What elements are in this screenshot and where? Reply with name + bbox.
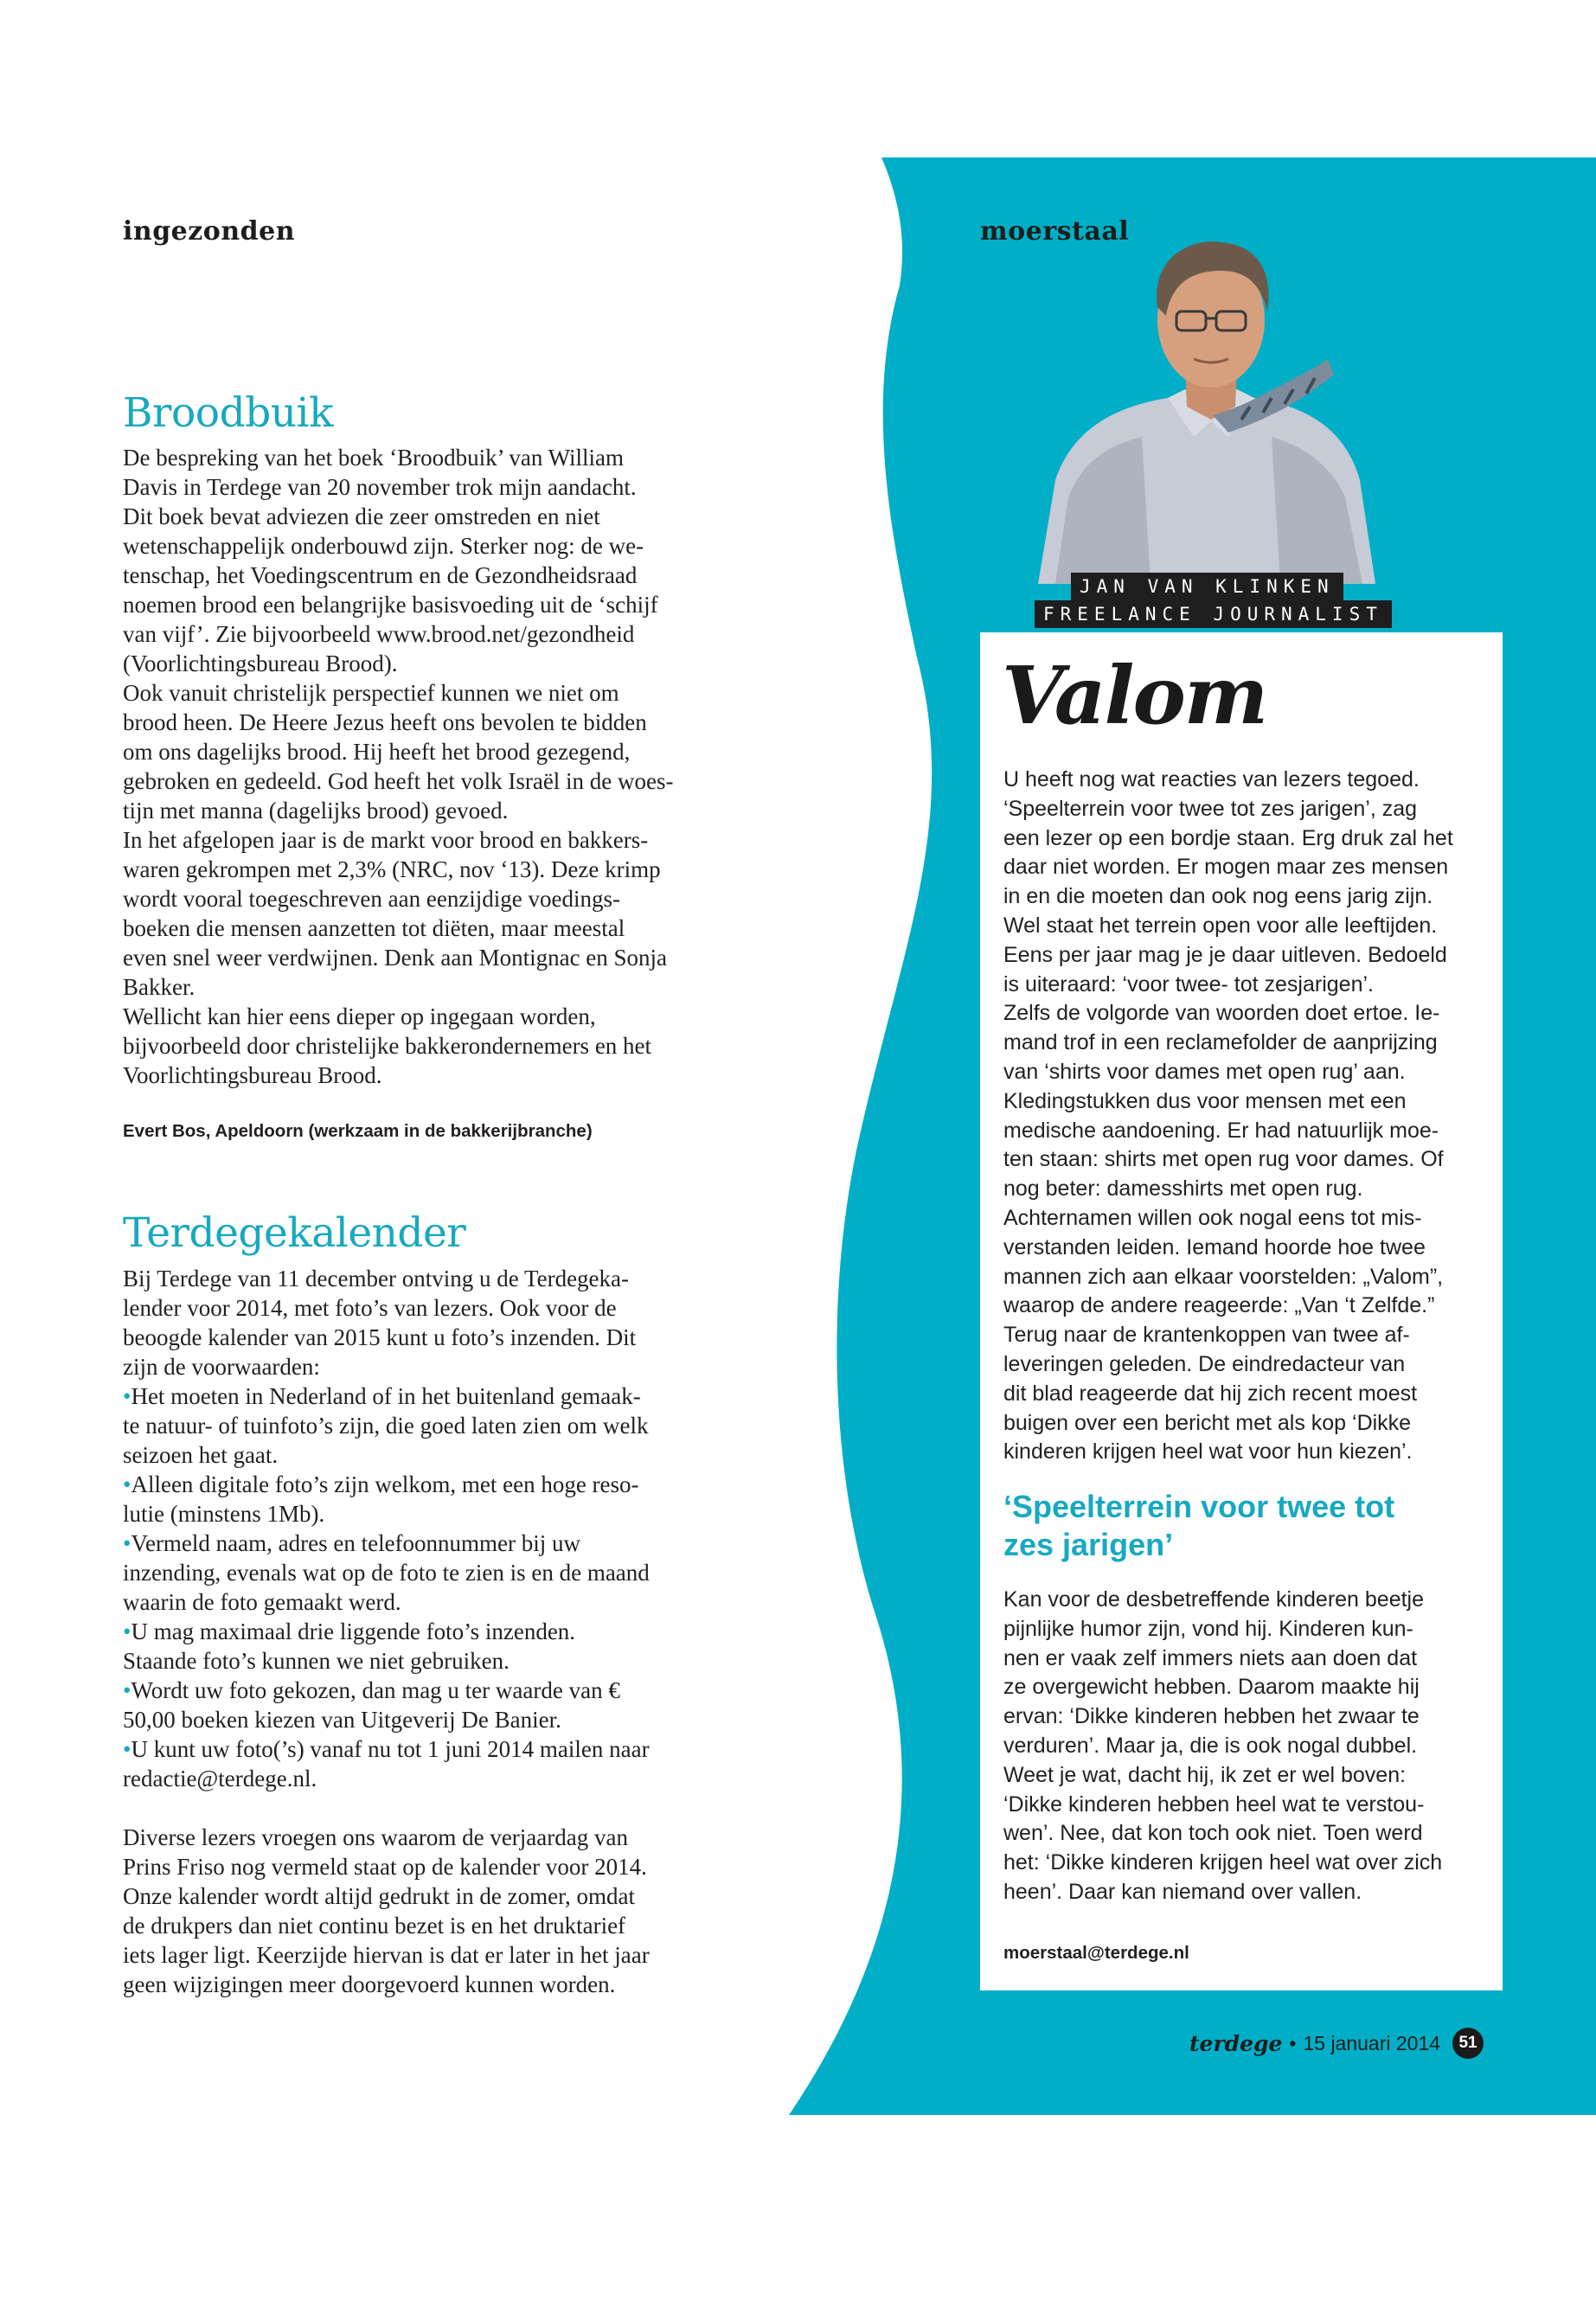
text-line: Kledingstukken dus voor mensen met een xyxy=(1003,1088,1407,1113)
text-line: Bij Terdege van 11 december ontving u de Terdegeka- xyxy=(123,1266,630,1292)
bullet-text: Wordt uw foto gekozen, dan mag u ter waarde van € xyxy=(131,1677,620,1703)
text-line: het: ‘Dikke kinderen krijgen heel wat over zich xyxy=(1003,1850,1443,1875)
text-line: Zelfs de volgorde van woorden doet ertoe. Ie- xyxy=(1003,1001,1440,1026)
text-line: dit blad reageerde dat hij zich recent moest xyxy=(1003,1381,1418,1406)
column-title: Valom xyxy=(1002,649,1267,742)
bullet-text: U mag maximaal drie liggende foto’s inzenden. xyxy=(131,1618,576,1644)
text-line: Staande foto’s kunnen we niet gebruiken. xyxy=(123,1648,510,1674)
text-line: inzending, evenals wat op de foto te zien is en de maand xyxy=(123,1560,650,1586)
text-line: waarop de andere reageerde: „Van ‘t Zelfde.” xyxy=(1003,1293,1435,1318)
text-line: de drukpers dan niet continu bezet is en het druktarief xyxy=(123,1913,626,1939)
text-line: nen er vaak zelf immers niets aan doen dat xyxy=(1003,1645,1418,1670)
text-line: wen’. Nee, dat kon toch ook niet. Toen werd xyxy=(1003,1821,1423,1846)
text-line: pijnlijke humor zijn, vond hij. Kinderen kun- xyxy=(1003,1616,1413,1641)
text-line: tenschap, het Voedingscentrum en de Gezondheidsraad xyxy=(123,562,638,588)
text-line: tijn met manna (dagelijks brood) gevoed. xyxy=(123,798,509,824)
bullet-text: U kunt uw foto(’s) vanaf nu tot 1 juni 2014 mailen naar xyxy=(131,1736,650,1762)
text-line: In het afgelopen jaar is de markt voor brood en bakkers- xyxy=(123,827,649,853)
bullet-line xyxy=(123,1529,694,1558)
text-line: lutie (minstens 1Mb). xyxy=(123,1501,325,1527)
text-line: te natuur- of tuinfoto’s zijn, die goed laten zien om welk xyxy=(123,1413,649,1439)
bullet-text: Het moeten in Nederland of in het buitenland gemaak- xyxy=(131,1383,641,1409)
column-body-part1 xyxy=(1003,766,1488,1467)
bullet-text: Alleen digitale foto’s zijn welkom, met een hoge reso- xyxy=(131,1471,639,1497)
column-body-part2 xyxy=(1003,1586,1488,1907)
text-line: ten staan: shirts met open rug voor dames. Of xyxy=(1003,1147,1444,1172)
text-line: mand trof in een reclamefolder de aanprijzing xyxy=(1003,1030,1438,1055)
text-line: medische aandoening. Er had natuurlijk moe- xyxy=(1003,1118,1439,1143)
text-line: zijn de voorwaarden: xyxy=(123,1354,320,1380)
text-line: waarin de foto gemaakt werd. xyxy=(123,1589,401,1615)
footer-separator: • xyxy=(1289,2031,1297,2054)
text-line: iets lager ligt. Keerzijde hiervan is dat er later in het jaar xyxy=(123,1942,650,1968)
text-line: ‘Dikke kinderen hebben heel wat te verstou- xyxy=(1003,1791,1425,1817)
text-line: in en die moeten dan ook nog eens jarig zijn. xyxy=(1003,884,1433,909)
text-line: redactie@terdege.nl. xyxy=(123,1766,317,1791)
column-email: moerstaal@terdege.nl xyxy=(1003,1943,1189,1963)
section-label-ingezonden: ingezonden xyxy=(123,216,296,247)
bullet-dot-icon: • xyxy=(123,1677,131,1703)
bullet-line xyxy=(123,1734,694,1764)
bullet-dot-icon: • xyxy=(123,1736,131,1762)
text-line: De bespreking van het boek ‘Broodbuik’ van William xyxy=(123,445,625,471)
bullet-dot-icon: • xyxy=(123,1618,131,1644)
text-line: (Voorlichtingsbureau Brood). xyxy=(123,651,398,676)
text-line: leveringen geleden. De eindredacteur van xyxy=(1003,1351,1406,1376)
text-line: is uiteraard: ‘voor twee- tot zesjarigen’. xyxy=(1003,971,1374,997)
text-line: Weet je wat, dacht hij, ik zet er wel boven: xyxy=(1003,1762,1407,1787)
text-line: Achternamen willen ook nogal eens tot mis- xyxy=(1003,1205,1422,1230)
text-line: daar niet worden. Er mogen maar zes mensen xyxy=(1003,855,1449,880)
text-line: 50,00 boeken kiezen van Uitgeverij De Banier. xyxy=(123,1707,561,1733)
text-line: seizoen het gaat. xyxy=(123,1442,279,1468)
text-line: geen wijzigingen meer doorgevoerd kunnen worden. xyxy=(123,1971,616,1997)
bullet-line xyxy=(123,1381,694,1411)
text-line: even snel weer verdwijnen. Denk aan Montignac en Sonja xyxy=(123,945,668,971)
text-line: heen’. Daar kan niemand over vallen. xyxy=(1003,1879,1362,1904)
section-label-moerstaal: moerstaal xyxy=(980,216,1130,247)
bullet-dot-icon: • xyxy=(123,1530,131,1556)
text-line: van ‘shirts voor dames met open rug’ aan. xyxy=(1003,1059,1406,1084)
bullet-dot-icon: • xyxy=(123,1471,131,1497)
text-line: ‘Speelterrein voor twee tot zes jarigen’, zag xyxy=(1003,796,1418,821)
bullet-line xyxy=(123,1676,694,1705)
author-photo xyxy=(1021,221,1393,584)
text-line: boeken die mensen aanzetten tot diëten, maar meestal xyxy=(123,915,625,941)
text-line: ze overgewicht hebben. Daarom maakte hij xyxy=(1003,1675,1420,1700)
text-line: Prins Friso nog vermeld staat op de kalender voor 2014. xyxy=(123,1854,647,1880)
text-line: Wellicht kan hier eens dieper op ingegaan worden, xyxy=(123,1003,596,1029)
text-line: beoogde kalender van 2015 kunt u foto’s inzenden. Dit xyxy=(123,1324,637,1350)
text-line: Eens per jaar mag je je daar uitleven. Bedoeld xyxy=(1003,942,1447,967)
text-line: gebroken en gedeeld. God heeft het volk Israël in de woes- xyxy=(123,768,674,794)
text-line: bijvoorbeeld door christelijke bakkerondernemers en het xyxy=(123,1033,652,1059)
article-signature: Evert Bos, Apeldoorn (werkzaam in de bakkerijbranche) xyxy=(123,1121,593,1141)
footer-date: 15 januari 2014 xyxy=(1303,2031,1441,2054)
text-line: Dit boek bevat adviezen die zeer omstreden en niet xyxy=(123,503,600,529)
author-name: JAN VAN KLINKEN xyxy=(1071,573,1343,600)
bullet-dot-icon: • xyxy=(123,1383,131,1409)
text-line: U heeft nog wat reacties van lezers tegoed. xyxy=(1003,767,1420,792)
page-number-badge: 51 xyxy=(1452,2028,1484,2059)
text-line: lender voor 2014, met foto’s van lezers. Ook voor de xyxy=(123,1295,617,1321)
text-line: ervan: ‘Dikke kinderen hebben het zwaar te xyxy=(1003,1704,1420,1729)
text-line: noemen brood een belangrijke basisvoeding uit de ‘schijf xyxy=(123,592,658,618)
text-line: waren gekrompen met 2,3% (NRC, nov ‘13). Deze krimp xyxy=(123,856,661,882)
page-footer xyxy=(1189,2026,1484,2061)
text-line: van vijf’. Zie bijvoorbeeld www.brood.net/gezondheid xyxy=(123,621,635,647)
blank-line xyxy=(123,1793,694,1823)
author-role: FREELANCE JOURNALIST xyxy=(1035,600,1392,628)
article-body-broodbuik xyxy=(123,443,694,1090)
text-line: om ons dagelijks brood. Hij heeft het brood gezegend, xyxy=(123,739,631,765)
column-subheading xyxy=(1003,1488,1488,1564)
text-line: brood heen. De Heere Jezus heeft ons bevolen te bidden xyxy=(123,709,647,735)
text-line: mannen zich aan elkaar voorstelden: „Valom”, xyxy=(1003,1264,1444,1289)
text-line: wetenschappelijk onderbouwd zijn. Sterker nog: de we- xyxy=(123,533,644,559)
article-title-terdegekalender: Terdegekalender xyxy=(123,1209,466,1257)
footer-brand: terdege xyxy=(1189,2030,1283,2056)
text-line: kinderen krijgen heel wat voor hun kiezen’. xyxy=(1003,1439,1413,1465)
text-line: Voorlichtingsbureau Brood. xyxy=(123,1062,382,1088)
text-line: een lezer op een bordje staan. Erg druk zal het xyxy=(1003,825,1453,850)
text-line: Onze kalender wordt altijd gedrukt in de zomer, omdat xyxy=(123,1883,635,1909)
text-line: Terug naar de krantenkoppen van twee af- xyxy=(1003,1323,1410,1348)
bullet-text: Vermeld naam, adres en telefoonnummer bij uw xyxy=(131,1530,581,1556)
article-title-broodbuik: Broodbuik xyxy=(123,389,334,437)
text-line: Wel staat het terrein open voor alle leeftijden. xyxy=(1003,913,1438,938)
article-body-terdegekalender xyxy=(123,1264,694,1999)
bullet-line xyxy=(123,1617,694,1646)
text-line: Davis in Terdege van 20 november trok mijn aandacht. xyxy=(123,474,637,500)
text-line: Bakker. xyxy=(123,974,195,1000)
subheading-line: ‘Speelterrein voor twee tot xyxy=(1003,1489,1395,1524)
subheading-line: zes jarigen’ xyxy=(1003,1527,1174,1562)
text-line: wordt vooral toegeschreven aan eenzijdige voedings- xyxy=(123,886,621,912)
text-line: buigen over een bericht met als kop ‘Dikke xyxy=(1003,1410,1412,1435)
text-line: nog beter: damesshirts met open rug. xyxy=(1003,1176,1363,1202)
text-line: verduren’. Maar ja, die is ook nogal dubbel. xyxy=(1003,1733,1418,1758)
text-line: Kan voor de desbetreffende kinderen beetje xyxy=(1003,1587,1425,1612)
text-line: verstanden leiden. Iemand hoorde hoe twee xyxy=(1003,1234,1426,1259)
bullet-line xyxy=(123,1470,694,1499)
text-line: Ook vanuit christelijk perspectief kunnen we niet om xyxy=(123,680,619,706)
text-line: Diverse lezers vroegen ons waarom de verjaardag van xyxy=(123,1824,628,1850)
